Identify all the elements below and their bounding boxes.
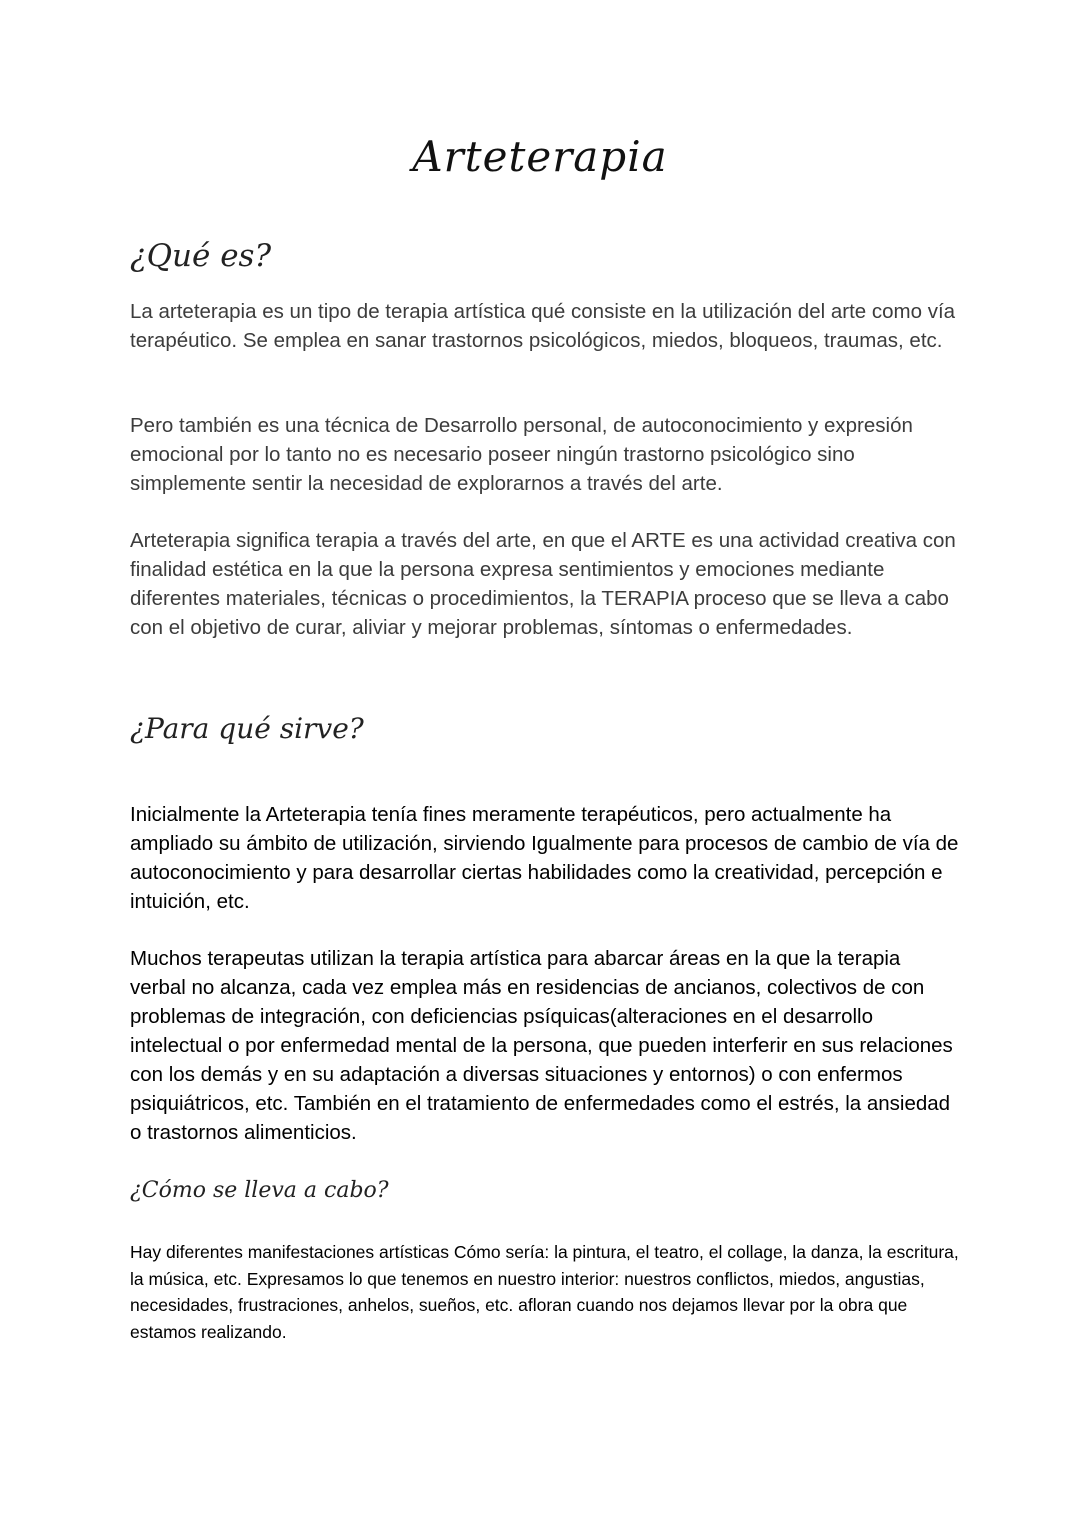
paragraph: Arteterapia significa terapia a través del arte, en que el ARTE es una actividad creativa con finalidad estética en la que la persona expresa sentimientos y emociones mediante diferentes materiales, técnicas o procedimientos, la TERAPIA proceso que se lleva a cabo con el objetivo de curar, aliviar y mejorar problemas, síntomas o enfermedades.: [130, 529, 956, 639]
paragraph: Pero también es una técnica de Desarrollo personal, de autoconocimiento y expresión emocional por lo tanto no es necesario poseer ningún trastorno psicológico sino simplemente sentir la necesidad de explorarnos a través del arte.: [130, 414, 913, 495]
paragraph: Inicialmente la Arteterapia tenía fines meramente terapéuticos, pero actualmente ha ampliado su ámbito de utilización, sirviendo Igualmente para procesos de cambio de vía de autoconocimiento y para desarrollar ciertas habilidades como la creatividad, percepción e intuición, etc.: [130, 803, 959, 913]
section-heading-como-se-lleva-a-cabo: ¿Cómo se lleva a cabo?: [130, 1178, 389, 1203]
paragraph: La arteterapia es un tipo de terapia artística qué consiste en la utilización del arte como vía terapéutico. Se emplea en sanar trastornos psicológicos, miedos, bloqueos, traumas, etc.: [130, 300, 956, 352]
section-heading-que-es: ¿Qué es?: [130, 238, 272, 274]
document-title: Arteterapia: [412, 132, 668, 181]
section-heading-para-que-sirve: ¿Para qué sirve?: [130, 712, 364, 745]
paragraph: Muchos terapeutas utilizan la terapia artística para abarcar áreas en la que la terapia verbal no alcanza, cada vez emplea más en residencias de ancianos, colectivos de con problemas de integración, con deficiencias psíquicas(alteraciones en el desarrollo intelectual o por enfermedad mental de la persona, que pueden interferir en sus relaciones con los demás y en su adaptación a diversas situaciones y entornos) o con enfermos psiquiátricos, etc. También en el tratamiento de enfermedades como el estrés, la ansiedad o trastornos alimenticios.: [130, 947, 953, 1144]
paragraph: Hay diferentes manifestaciones artísticas Cómo sería: la pintura, el teatro, el collage, la danza, la escritura, la música, etc. Expresamos lo que tenemos en nuestro interior: nuestros conflictos, miedos, angustias, necesidades, frustraciones, anhelos, sueños, etc. afloran cuando nos dejamos llevar por la obra que estamos realizando.: [130, 1242, 959, 1342]
